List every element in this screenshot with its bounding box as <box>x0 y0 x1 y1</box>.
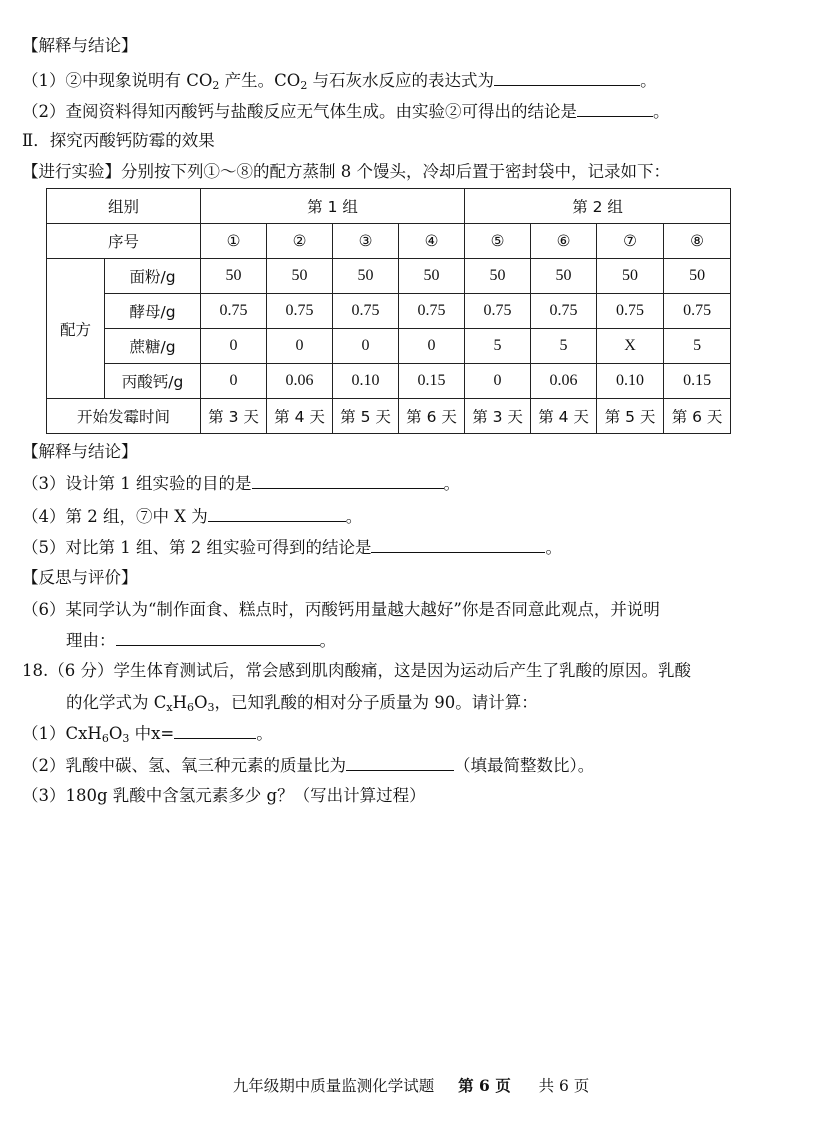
table-cell: 0.75 <box>333 294 399 329</box>
q5-answer-blank[interactable] <box>371 536 545 553</box>
mold-time-label: 开始发霉时间 <box>47 399 201 434</box>
row-label-yeast: 酵母/g <box>105 294 201 329</box>
formula-label: 配方 <box>47 259 105 399</box>
table-cell: 0.75 <box>531 294 597 329</box>
q1-text-a: （1）②中现象说明有 CO <box>22 71 213 90</box>
question-18-line-2 <box>66 692 538 714</box>
q18-2-text: （2）乳酸中碳、氢、氧三种元素的质量比为 <box>22 756 346 775</box>
table-cell: 0.75 <box>267 294 333 329</box>
table-cell: 第 4 天 <box>531 399 597 434</box>
group-label: 组别 <box>47 189 201 224</box>
q5-end: 。 <box>545 538 562 557</box>
question-18-3: （3）180g 乳酸中含氢元素多少 g？（写出计算过程） <box>22 786 426 805</box>
q18-1-sub-6: 6 <box>101 732 109 745</box>
q4-end: 。 <box>345 507 363 526</box>
table-cell: 0.75 <box>399 294 465 329</box>
question-4 <box>22 505 362 528</box>
q18-2-post: （填最简整数比）。 <box>454 756 595 775</box>
q1-text-b: 产生。CO <box>219 71 301 90</box>
footer-page-number: 6 <box>479 1076 490 1095</box>
question-1 <box>22 69 657 92</box>
table-cell: 0.10 <box>333 364 399 399</box>
q18-formula-x: x <box>166 701 173 714</box>
table-cell: 第 3 天 <box>201 399 267 434</box>
page-footer <box>0 1074 822 1096</box>
table-cell: 0.06 <box>531 364 597 399</box>
table-cell: 50 <box>201 259 267 294</box>
table-cell: 第 6 天 <box>399 399 465 434</box>
q3-text: （3）设计第 1 组实验的目的是 <box>22 474 252 493</box>
q1-answer-blank[interactable] <box>494 69 640 86</box>
q2-answer-blank[interactable] <box>577 100 653 117</box>
row-label-calcium-propionate: 丙酸钙/g <box>105 364 201 399</box>
table-cell: 0.06 <box>267 364 333 399</box>
table-cell: 50 <box>333 259 399 294</box>
row-label-flour: 面粉/g <box>105 259 201 294</box>
question-2 <box>22 100 670 123</box>
table-row-mold-time <box>47 399 731 434</box>
table-row-flour <box>47 259 731 294</box>
group-1-header: 第 1 组 <box>201 189 465 224</box>
q18-2-answer-blank[interactable] <box>346 754 454 771</box>
question-3 <box>22 472 460 495</box>
q4-answer-blank[interactable] <box>208 505 346 522</box>
q2-text: （2）查阅资料得知丙酸钙与盐酸反应无气体生成。由实验②可得出的结论是 <box>22 102 577 121</box>
q18-1-text-o: O <box>108 724 123 743</box>
table-cell: 第 4 天 <box>267 399 333 434</box>
q1-sub-b: 2 <box>300 79 308 92</box>
q6-answer-blank[interactable] <box>116 629 320 646</box>
q18-1-end: 。 <box>256 724 273 743</box>
seq-cell: ② <box>267 224 333 259</box>
seq-cell: ⑥ <box>531 224 597 259</box>
heading-reflection: 【反思与评价】 <box>22 568 138 587</box>
table-cell: 50 <box>531 259 597 294</box>
table-cell: 50 <box>465 259 531 294</box>
q18-formula-pre: 的化学式为 C <box>66 693 167 712</box>
table-row-seq <box>47 224 731 259</box>
table-cell: 50 <box>664 259 731 294</box>
seq-cell: ⑧ <box>664 224 731 259</box>
table-cell: 5 <box>664 329 731 364</box>
seq-label: 序号 <box>47 224 201 259</box>
table-cell: 0 <box>399 329 465 364</box>
q18-formula-o: O <box>193 693 208 712</box>
q18-1-sub-3: 3 <box>122 732 130 745</box>
q6-reason-label: 理由： <box>66 631 116 650</box>
seq-cell: ① <box>201 224 267 259</box>
table-cell: 第 3 天 <box>465 399 531 434</box>
table-cell: 0.75 <box>465 294 531 329</box>
footer-page-label-a: 第 <box>458 1076 479 1095</box>
q2-end: 。 <box>653 102 670 121</box>
footer-total-pages: 共 6 页 <box>538 1077 590 1095</box>
heading-explanation-1: 【解释与结论】 <box>22 36 138 55</box>
table-cell: 第 6 天 <box>664 399 731 434</box>
part-2-title: Ⅱ．探究丙酸钙防霉的效果 <box>22 131 215 150</box>
experiment-table <box>46 188 731 434</box>
footer-title: 九年级期中质量监测化学试题 <box>232 1077 435 1095</box>
table-cell: 0.75 <box>597 294 664 329</box>
q18-1-text-b: 中x= <box>129 724 175 743</box>
q18-formula-h: H <box>172 693 187 712</box>
table-cell: 50 <box>399 259 465 294</box>
heading-explanation-2: 【解释与结论】 <box>22 442 138 461</box>
table-cell: 0 <box>267 329 333 364</box>
table-row-group <box>47 189 731 224</box>
group-2-header: 第 2 组 <box>465 189 731 224</box>
table-cell: 第 5 天 <box>333 399 399 434</box>
question-6-line-2 <box>66 629 336 652</box>
table-cell: 0 <box>201 329 267 364</box>
question-18-1 <box>22 722 273 745</box>
question-6-line-1: （6）某同学认为“制作面食、糕点时，丙酸钙用量越大越好”你是否同意此观点，并说明 <box>22 600 660 619</box>
q4-text: （4）第 2 组，⑦中 X 为 <box>22 507 208 526</box>
table-cell: 5 <box>465 329 531 364</box>
q18-formula-post: ，已知乳酸的相对分子质量为 90。请计算： <box>214 693 538 712</box>
table-cell: 0.15 <box>399 364 465 399</box>
table-row-calcium-propionate <box>47 364 731 399</box>
question-18-2 <box>22 754 594 777</box>
seq-cell: ④ <box>399 224 465 259</box>
row-label-sucrose: 蔗糖/g <box>105 329 201 364</box>
table-cell: 0 <box>201 364 267 399</box>
table-cell: 5 <box>531 329 597 364</box>
seq-cell: ③ <box>333 224 399 259</box>
table-cell: 0.75 <box>201 294 267 329</box>
q3-answer-blank[interactable] <box>252 472 444 489</box>
seq-cell: ⑦ <box>597 224 664 259</box>
question-5 <box>22 536 562 559</box>
q18-1-text-a: （1）CxH <box>22 724 102 743</box>
table-cell: 0.10 <box>597 364 664 399</box>
q3-end: 。 <box>443 474 460 493</box>
table-row-sucrose <box>47 329 731 364</box>
table-cell: 50 <box>267 259 333 294</box>
q6-end: 。 <box>319 631 336 650</box>
table-row-yeast <box>47 294 731 329</box>
table-cell: 第 5 天 <box>597 399 664 434</box>
q1-sub-a: 2 <box>212 79 220 92</box>
table-cell: 0 <box>465 364 531 399</box>
experiment-intro: 【进行实验】分别按下列①～⑧的配方蒸制 8 个馒头，冷却后置于密封袋中，记录如下： <box>22 162 670 181</box>
table-cell: X <box>597 329 664 364</box>
seq-cell: ⑤ <box>465 224 531 259</box>
q1-text-c: 与石灰水反应的表达式为 <box>307 71 495 90</box>
q1-end: 。 <box>640 71 657 90</box>
table-cell: 0 <box>333 329 399 364</box>
table-cell: 50 <box>597 259 664 294</box>
q18-1-answer-blank[interactable] <box>174 722 256 739</box>
table-cell: 0.15 <box>664 364 731 399</box>
footer-page-label-b: 页 <box>489 1076 511 1095</box>
q18-formula-6: 6 <box>186 701 194 714</box>
question-18-line-1: 18.（6 分）学生体育测试后，常会感到肌肉酸痛，这是因为运动后产生了乳酸的原因。乳酸 <box>22 661 691 680</box>
q18-formula-3: 3 <box>207 701 215 714</box>
q5-text: （5）对比第 1 组、第 2 组实验可得到的结论是 <box>22 538 372 557</box>
table-cell: 0.75 <box>664 294 731 329</box>
